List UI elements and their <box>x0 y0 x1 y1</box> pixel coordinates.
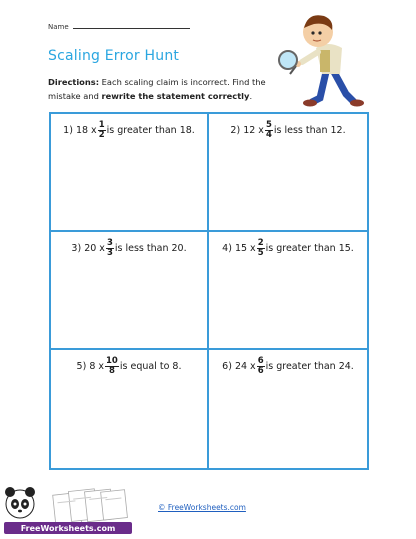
fraction <box>265 121 273 140</box>
problem-cell[interactable] <box>51 350 209 468</box>
problem-claim: is greater than 15. <box>265 243 354 254</box>
problem-cell[interactable] <box>209 232 367 350</box>
fraction <box>105 357 119 376</box>
problem-statement <box>51 357 207 376</box>
freeworksheets-logo <box>4 484 132 536</box>
worksheet-title: Scaling Error Hunt <box>48 48 180 64</box>
problem-whole: 15 x <box>234 243 256 254</box>
problem-claim: is equal to 8. <box>119 361 182 372</box>
problem-grid <box>49 112 369 470</box>
name-label: Name <box>48 23 69 31</box>
fraction-numerator: 2 <box>257 238 264 248</box>
fraction-denominator: 6 <box>257 366 264 376</box>
fraction-numerator: 1 <box>98 120 105 130</box>
fraction-denominator: 5 <box>257 248 264 258</box>
problem-number: 1) <box>63 125 73 136</box>
problem-whole: 24 x <box>234 361 256 372</box>
problem-claim: is greater than 18. <box>106 125 195 136</box>
fraction <box>106 239 114 258</box>
footer-link[interactable]: © FreeWorksheets.com <box>158 503 246 512</box>
problem-cell[interactable] <box>209 350 367 468</box>
problem-number: 4) <box>222 243 232 254</box>
problem-cell[interactable] <box>51 232 209 350</box>
directions <box>48 75 293 103</box>
logo-text: FreeWorksheets.com <box>20 524 116 533</box>
problem-cell[interactable] <box>51 114 209 232</box>
fraction <box>98 121 106 140</box>
boy-with-magnifier-illustration <box>268 2 378 112</box>
problem-claim: is less than 20. <box>114 243 187 254</box>
problem-statement <box>209 357 367 376</box>
problem-statement <box>51 121 207 140</box>
directions-emphasis: rewrite the statement correctly <box>101 91 250 101</box>
problem-whole: 20 x <box>84 243 105 254</box>
name-blank[interactable] <box>73 22 190 29</box>
directions-lead: Directions: <box>48 77 100 87</box>
name-row <box>48 22 190 31</box>
problem-statement <box>209 239 367 258</box>
fraction <box>257 239 265 258</box>
fraction-numerator: 5 <box>265 120 272 130</box>
directions-text-1: Each scaling claim is incorrect. Find the mistake and <box>48 77 266 101</box>
problem-cell[interactable] <box>209 114 367 232</box>
fraction-denominator: 4 <box>265 130 272 140</box>
problem-whole: 8 x <box>89 361 105 372</box>
fraction-denominator: 8 <box>108 366 115 376</box>
fraction-numerator: 10 <box>106 356 118 366</box>
directions-text-2: . <box>249 91 253 101</box>
problem-whole: 12 x <box>243 125 264 136</box>
problem-statement <box>51 239 207 258</box>
problem-statement <box>209 121 367 140</box>
problem-number: 2) <box>230 125 241 136</box>
problem-number: 6) <box>222 361 232 372</box>
fraction <box>257 357 265 376</box>
fraction-denominator: 3 <box>106 248 113 258</box>
fraction-numerator: 6 <box>257 356 264 366</box>
problem-claim: is greater than 24. <box>265 361 354 372</box>
fraction-denominator: 2 <box>98 130 105 140</box>
problem-claim: is less than 12. <box>273 125 346 136</box>
fraction-numerator: 3 <box>106 238 113 248</box>
problem-whole: 18 x <box>75 125 97 136</box>
problem-number: 5) <box>76 361 87 372</box>
problem-number: 3) <box>71 243 82 254</box>
